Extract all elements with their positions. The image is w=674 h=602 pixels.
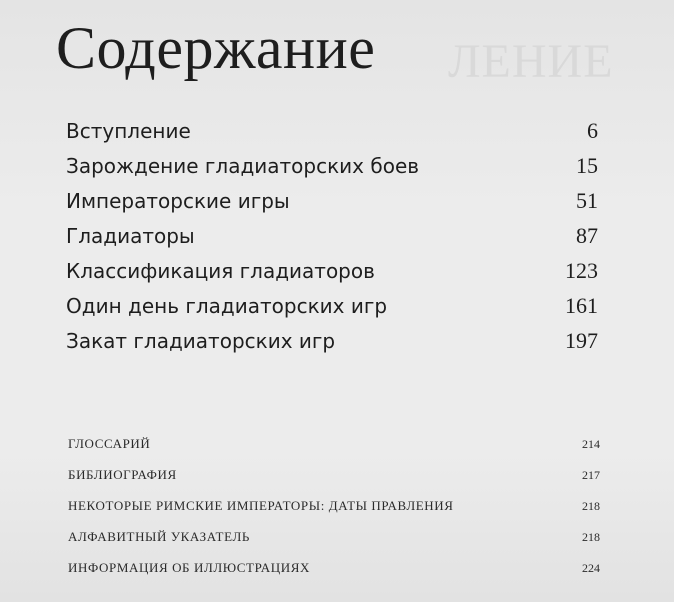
entry-title: Классификация гладиаторов (66, 259, 375, 283)
back-matter-entry[interactable] (68, 459, 600, 490)
entry-page: 214 (582, 437, 600, 451)
toc-entry[interactable] (66, 218, 598, 253)
entry-title: Один день гладиаторских игр (66, 294, 388, 318)
entry-page: 197 (565, 328, 598, 353)
entry-title: Императорские игры (66, 189, 290, 213)
entry-title: Зарождение гладиаторских боев (66, 154, 420, 178)
entry-title: ИНФОРМАЦИЯ ОБ ИЛЛЮСТРАЦИЯХ (68, 560, 310, 575)
entry-page: 87 (576, 223, 598, 248)
entry-page: 51 (576, 188, 598, 213)
entry-title: БИБЛИОГРАФИЯ (68, 467, 177, 482)
toc-entry[interactable] (66, 288, 598, 323)
entry-title: ГЛОССАРИЙ (68, 436, 151, 451)
toc-entry[interactable] (66, 183, 598, 218)
show-through-text: ЛЕНИЕ (448, 35, 614, 88)
entry-title: НЕКОТОРЫЕ РИМСКИЕ ИМПЕРАТОРЫ: ДАТЫ ПРАВЛЕНИЯ (68, 498, 454, 513)
entry-page: 217 (582, 468, 600, 482)
entry-page: 6 (587, 118, 598, 143)
entry-title: АЛФАВИТНЫЙ УКАЗАТЕЛЬ (68, 529, 250, 544)
chapter-list (66, 113, 598, 358)
entry-page: 15 (576, 153, 598, 178)
entry-page: 218 (582, 499, 600, 513)
entry-title: Гладиаторы (66, 224, 195, 248)
entry-title: Закат гладиаторских игр (66, 329, 336, 353)
toc-entry[interactable] (66, 253, 598, 288)
toc-entry[interactable] (66, 323, 598, 358)
entry-page: 224 (582, 561, 600, 575)
back-matter-entry[interactable] (68, 521, 600, 552)
toc-entry[interactable] (66, 113, 598, 148)
entry-page: 218 (582, 530, 600, 544)
back-matter-entry[interactable] (68, 490, 600, 521)
entry-page: 161 (565, 293, 598, 318)
entry-page: 123 (565, 258, 598, 283)
page-title: Содержание (56, 15, 376, 81)
back-matter-list (68, 428, 600, 583)
back-matter-entry[interactable] (68, 552, 600, 583)
entry-title: Вступление (66, 119, 191, 143)
toc-entry[interactable] (66, 148, 598, 183)
back-matter-entry[interactable] (68, 428, 600, 459)
